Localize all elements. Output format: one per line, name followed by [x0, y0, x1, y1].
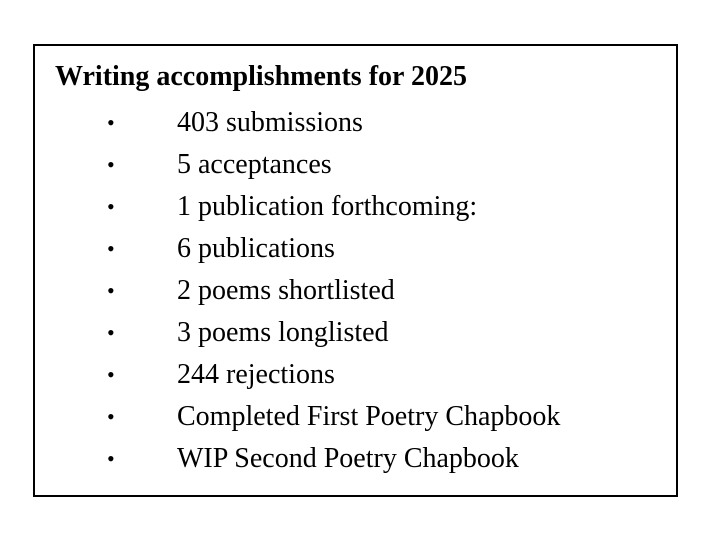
- list-item: [35, 270, 560, 312]
- list-item-text: 403 submissions: [177, 107, 363, 138]
- list-title: Writing accomplishments for 2025: [55, 61, 467, 92]
- list-item: [35, 438, 560, 480]
- list-item-text: WIP Second Poetry Chapbook: [177, 443, 519, 474]
- list-item-text: 5 acceptances: [177, 149, 332, 180]
- bullet-icon: •: [107, 446, 115, 471]
- list-item-text: Completed First Poetry Chapbook: [177, 401, 561, 432]
- bullet-icon: •: [107, 236, 115, 261]
- bullet-icon: •: [107, 194, 115, 219]
- bullet-icon: •: [107, 152, 115, 177]
- list-item: [35, 186, 560, 228]
- bullet-icon: •: [107, 404, 115, 429]
- bullet-icon: •: [107, 110, 115, 135]
- bullet-icon: •: [107, 278, 115, 303]
- list-item: [35, 396, 560, 438]
- list-item: [35, 144, 560, 186]
- accomplishments-box: [33, 44, 678, 497]
- list-item-text: 3 poems longlisted: [177, 317, 389, 348]
- list-item-text: 244 rejections: [177, 359, 335, 390]
- list-item-text: 2 poems shortlisted: [177, 275, 395, 306]
- list-item: [35, 312, 560, 354]
- list-item: [35, 354, 560, 396]
- bullet-icon: •: [107, 362, 115, 387]
- bullet-icon: •: [107, 320, 115, 345]
- list-item: [35, 228, 560, 270]
- list-item-text: 6 publications: [177, 233, 335, 264]
- list-item-text: 1 publication forthcoming:: [177, 191, 478, 222]
- accomplishments-list: [35, 102, 560, 480]
- list-item: [35, 102, 560, 144]
